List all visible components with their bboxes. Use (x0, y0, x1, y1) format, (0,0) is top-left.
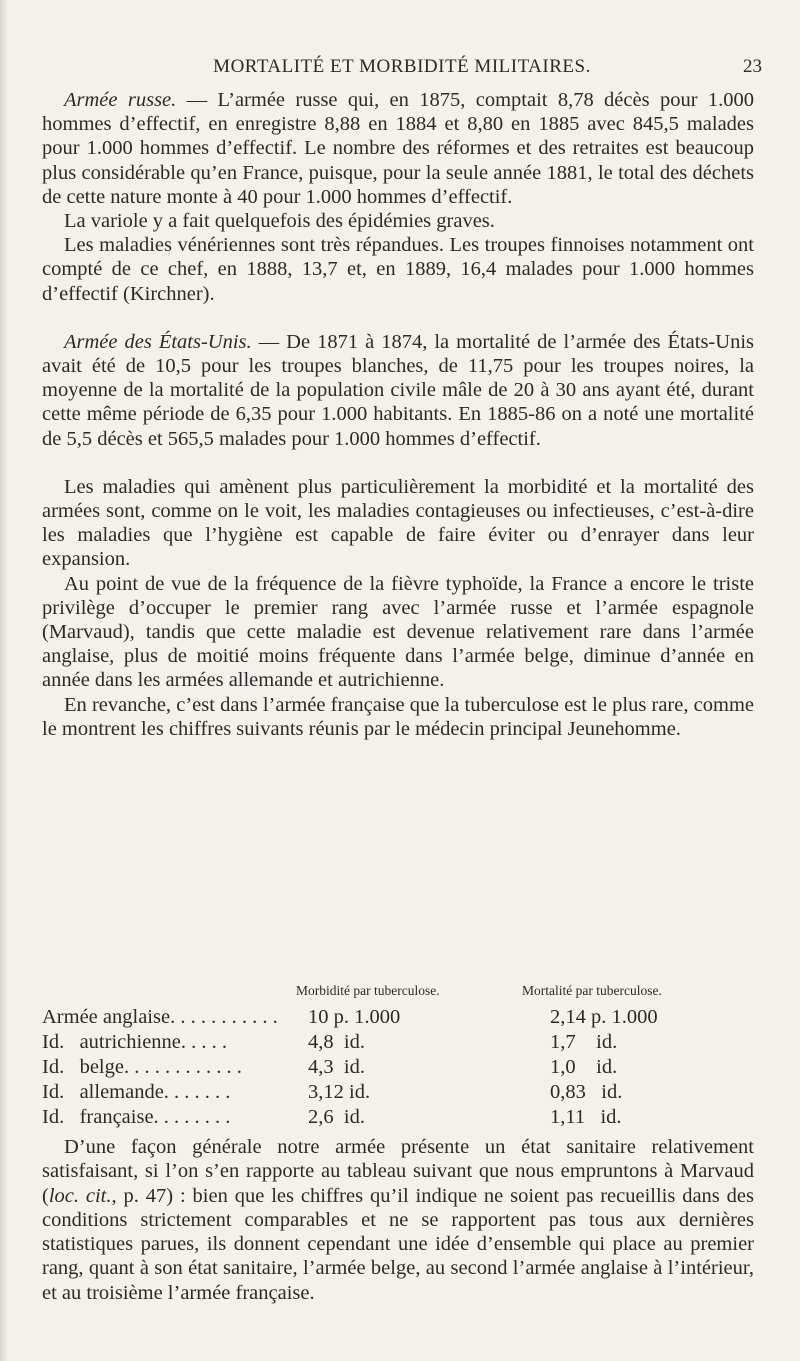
table-row (42, 1080, 754, 1105)
paragraph-text: D’une façon générale notre armée présente un état sanitaire relativement satisfaisant, si l’on s’en rapporte au tableau suivant que nous empruntons à Marvaud ( (42, 1136, 754, 1207)
tuberculosis-table (42, 983, 754, 1130)
table-row (42, 1105, 754, 1130)
army-cell: Armée anglaise. . . . . . . . . . . (42, 1006, 278, 1028)
running-header (42, 30, 762, 77)
paragraph-text: — L’armée russe qui, en 1875, comptait 8,78 décès pour 1.000 hommes d’effectif, en enregistre 8,88 en 1884 et 8,80 en 1885 avec 845,5 malades pour 1.000 hommes d’effectif. Le nombre des réformes et des retraites est beaucoup plus considérable qu’en France, puisque, pour la seule année 1881, le total des déchets de cette nature monte à 40 pour 1.000 hommes d’effectif. (42, 89, 754, 208)
morbidity-cell: 10 p. 1.000 (308, 1006, 401, 1028)
table-row (42, 1005, 754, 1030)
morbidity-cell: 4,3 id. (308, 1056, 365, 1078)
table-header (42, 983, 754, 1005)
paragraph-smallpox: La variole y a fait quelquefois des épidémies graves. (64, 210, 495, 233)
paragraph-us-army (42, 330, 754, 451)
page-number: 23 (743, 56, 762, 77)
morbidity-cell: 3,12 id. (308, 1081, 371, 1103)
army-cell: Id. française. . . . . . . . (42, 1106, 231, 1128)
citation: loc. cit. (48, 1184, 112, 1207)
running-title: MORTALITÉ ET MORBIDITÉ MILITAIRES. (213, 56, 591, 77)
table-row (42, 1055, 754, 1080)
mortality-cell: 0,83 id. (550, 1081, 623, 1103)
army-cell: Id. allemande. . . . . . . (42, 1081, 231, 1103)
paragraph-tuberculosis: En revanche, c’est dans l’armée française que la tuberculose est le plus rare, comme le montrent les chiffres suivants réunis par le médecin principal Jeunehomme. (42, 693, 754, 740)
section-heading-russian-army: Armée russe. (64, 89, 177, 111)
column-header-mortality: Mortalité par tuberculose. (522, 983, 662, 998)
body-text (42, 88, 754, 741)
paragraph-text: , p. 47) : bien que les chiffres qu’il indique ne soient pas recueillis dans des conditions strictement comparables et ne se rapportent pas tous aux dernières statistiques parues, ils donnent cependant une idée d’ensemble qui place au premier rang, quant à son état sanitaire, l’armée belge, au second l’armée anglaise à l’intérieur, et au troisième l’armée française. (42, 1184, 754, 1304)
paragraph-typhoid: Au point de vue de la fréquence de la fièvre typhoïde, la France a encore le triste privilège d’occuper le premier rang avec l’armée russe et l’armée espagnole (Marvaud), tandis que cette maladie est devenue relativement rare dans l’armée anglaise, plus de moitié moins fréquente dans l’armée belge, diminue d’année en année dans les armées allemande et autrichienne. (42, 572, 754, 692)
mortality-cell: 1,11 id. (550, 1106, 622, 1128)
paragraph-russian-army (42, 88, 754, 209)
army-cell: Id. autrichienne. . . . . (42, 1031, 228, 1053)
army-cell: Id. belge. . . . . . . . . . . . (42, 1056, 242, 1078)
morbidity-cell: 2,6 id. (308, 1106, 365, 1128)
paragraph-venereal: Les maladies vénériennes sont très répandues. Les troupes finnoises notamment ont compté de ce chef, en 1888, 13,7 et, en 1889, 16,4 malades pour 1.000 hommes d’effectif (Kirchner). (42, 234, 754, 305)
table-row (42, 1030, 754, 1055)
paragraph-contagious: Les maladies qui amènent plus particulièrement la morbidité et la mortalité des armées sont, comme on le voit, les maladies contagieuses ou infectieuses, c’est-à-dire les maladies que l’hygiène est capable de faire éviter ou d’enrayer dans leur expansion. (42, 475, 754, 571)
paragraph-conclusion (42, 1135, 754, 1305)
mortality-cell: 1,7 id. (550, 1031, 618, 1053)
mortality-cell: 1,0 id. (550, 1056, 618, 1078)
mortality-cell: 2,14 p. 1.000 (550, 1006, 658, 1028)
page-gutter (0, 0, 8, 1361)
paragraph-text: — De 1871 à 1874, la mortalité de l’armée des États-Unis avait été de 10,5 pour les troupes blanches, de 11,75 pour les troupes noires, la moyenne de la mortalité de la population civile mâle de 20 à 30 ans ayant été, durant cette même période de 6,35 pour 1.000 habitants. En 1885-86 on a noté une mortalité de 5,5 décès et 565,5 malades pour 1.000 hommes d’effectif. (42, 330, 754, 450)
morbidity-cell: 4,8 id. (308, 1031, 365, 1053)
conclusion-text (42, 1135, 754, 1305)
section-heading-us-army: Armée des États-Unis. (64, 330, 252, 353)
column-header-morbidity: Morbidité par tuberculose. (296, 983, 440, 998)
